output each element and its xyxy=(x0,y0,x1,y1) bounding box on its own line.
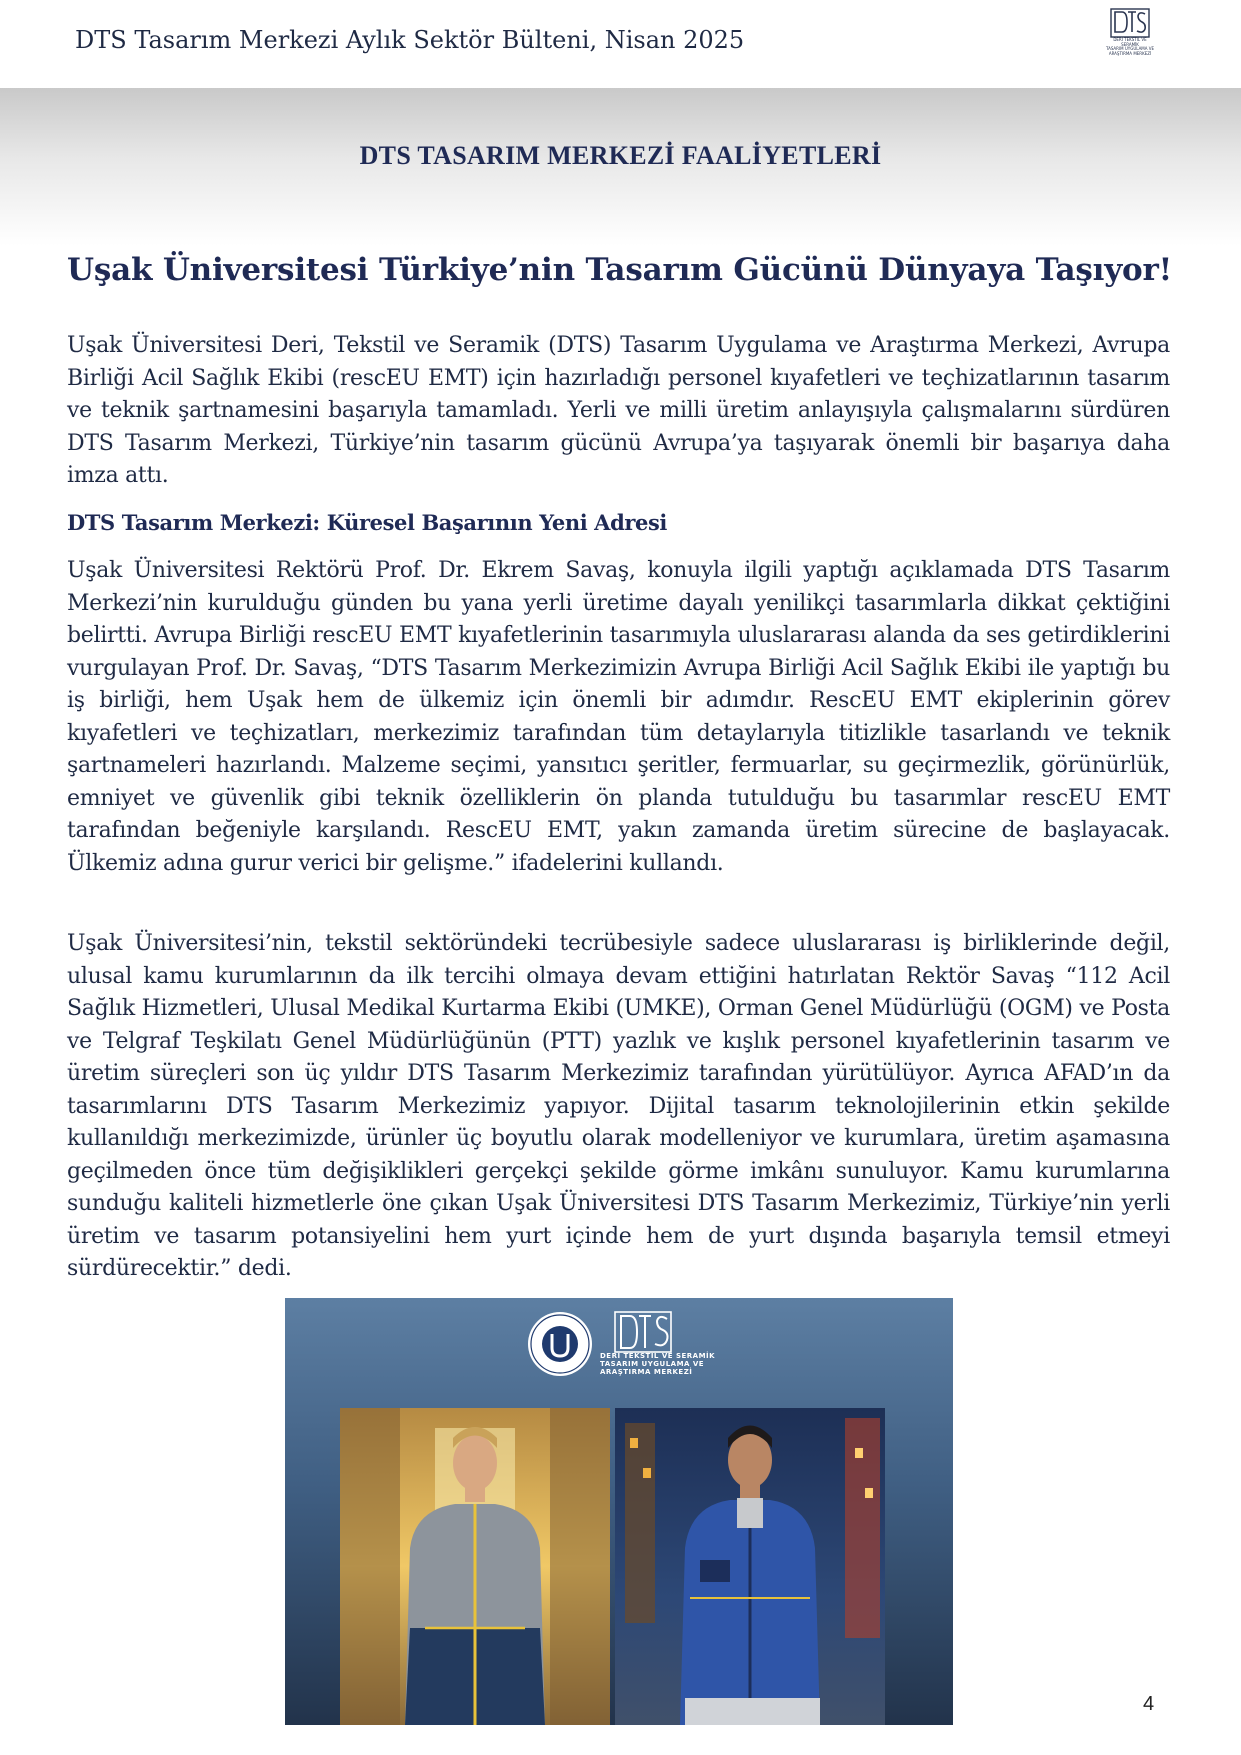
dts-logo-caption: DERİ TEKSTİL VE SERAMİK TASARIM UYGULAMA VE ARAŞTIRMA MERKEZİ xyxy=(1105,37,1155,56)
dts-logo-mark xyxy=(1110,8,1150,38)
bulletin-title: DTS Tasarım Merkezi Aylık Sektör Bülteni, Nisan 2025 xyxy=(75,26,745,54)
dts-figure-logo xyxy=(615,1312,671,1352)
article-title: Uşak Üniversitesi Türkiye’nin Tasarım Gücünü Dünyaya Taşıyor! xyxy=(67,252,1173,288)
left-photo xyxy=(340,1408,610,1725)
dts-figure-caption: DERİ TEKSTİL VE SERAMİK TASARIM UYGULAMA VE ARAŞTIRMA MERKEZİ xyxy=(600,1352,716,1376)
dts-logo xyxy=(1104,8,1156,58)
section-title: DTS TASARIM MERKEZİ FAALİYETLERİ xyxy=(359,141,882,170)
page-header xyxy=(0,0,1241,86)
university-seal xyxy=(528,1312,592,1376)
right-photo xyxy=(615,1408,885,1725)
intro-paragraph: Uşak Üniversitesi Deri, Tekstil ve Seramik (DTS) Tasarım Uygulama ve Araştırma Merkezi, Avrupa Birliği Acil Sağlık Ekibi (rescEU EMT) için hazırladığı personel kıyafetleri ve teçhizatlarının tasarım ve teknik şartnamesini başarıyla tamamladı. Yerli ve milli üretim anlayışıyla çalışmalarını sürdüren DTS Tasarım Merkezi, Türkiye’nin tasarım gücünü Avrupa’ya taşıyarak önemli bir başarıya daha imza attı. xyxy=(67,333,1170,488)
article-image xyxy=(285,1298,953,1725)
page-number: 4 xyxy=(1143,1693,1155,1715)
body-paragraph-2: Uşak Üniversitesi’nin, tekstil sektöründeki tecrübesiyle sadece uluslararası iş birliklerinde değil, ulusal kamu kurumlarının da ilk tercihi olmaya devam ettiğini hatırlatan Rektör Savaş “112 Acil Sağlık Hizmetleri, Ulusal Medikal Kurtarma Ekibi (UMKE), Orman Genel Müdürlüğü (OGM) ve Posta ve Telgraf Teşkilatı Genel Müdürlüğünün (PTT) yazlık ve kışlık personel kıyafetlerinin tasarım ve üretim süreçleri son üç yıldır DTS Tasarım Merkezimiz tarafından yürütülüyor. Ayrıca AFAD’ın da tasarımlarını DTS Tasarım Merkezimiz yapıyor. Dijital tasarım teknolojilerinin etkin şekilde kullanıldığı merkezimizde, ürünler üç boyutlu olarak modelleniyor ve kurumlara, üretim aşamasına geçilmeden önce tüm değişiklikleri gerçekçi şekilde görme imkânı sunuluyor. Kamu kurumlarına sunduğu kaliteli hizmetlerle öne çıkan Uşak Üniversitesi DTS Tasarım Merkezimiz, Türkiye’nin yerli üretim ve tasarım potansiyelini hem yurt içinde hem de yurt dışında başarıyla temsil etmeyi sürdürecektir.” dedi. xyxy=(67,931,1170,1281)
body-paragraph-1: Uşak Üniversitesi Rektörü Prof. Dr. Ekrem Savaş, konuyla ilgili yaptığı açıklamada DTS Tasarım Merkezi’nin kurulduğu günden bu yana yerli üretime dayalı yenilikçi tasarımlarla dikkat çektiğini belirtti. Avrupa Birliği rescEU EMT kıyafetlerinin tasarımıyla uluslararası alanda da ses getirdiklerini vurgulayan Prof. Dr. Savaş, “DTS Tasarım Merkezimizin Avrupa Birliği Acil Sağlık Ekibi ile yaptığı bu iş birliği, hem Uşak hem de ülkemiz için önemli bir adımdır. RescEU EMT ekiplerinin görev kıyafetleri ve teçhizatları, merkezimiz tarafından tüm detaylarıyla titizlikle tasarlandı ve teknik şartnameleri hazırlandı. Malzeme seçimi, yansıtıcı şeritler, fermuarlar, su geçirmezlik, görünürlük, emniyet ve güvenlik gibi teknik özelliklerin ön planda tutulduğu bu tasarımlar rescEU EMT tarafından beğeniyle karşılandı. RescEU EMT, yakın zamanda üretim sürecine de başlayacak. Ülkemiz adına gurur verici bir gelişme.” ifadelerini kullandı. xyxy=(67,558,1170,876)
subheading: DTS Tasarım Merkezi: Küresel Başarının Yeni Adresi xyxy=(67,510,667,535)
